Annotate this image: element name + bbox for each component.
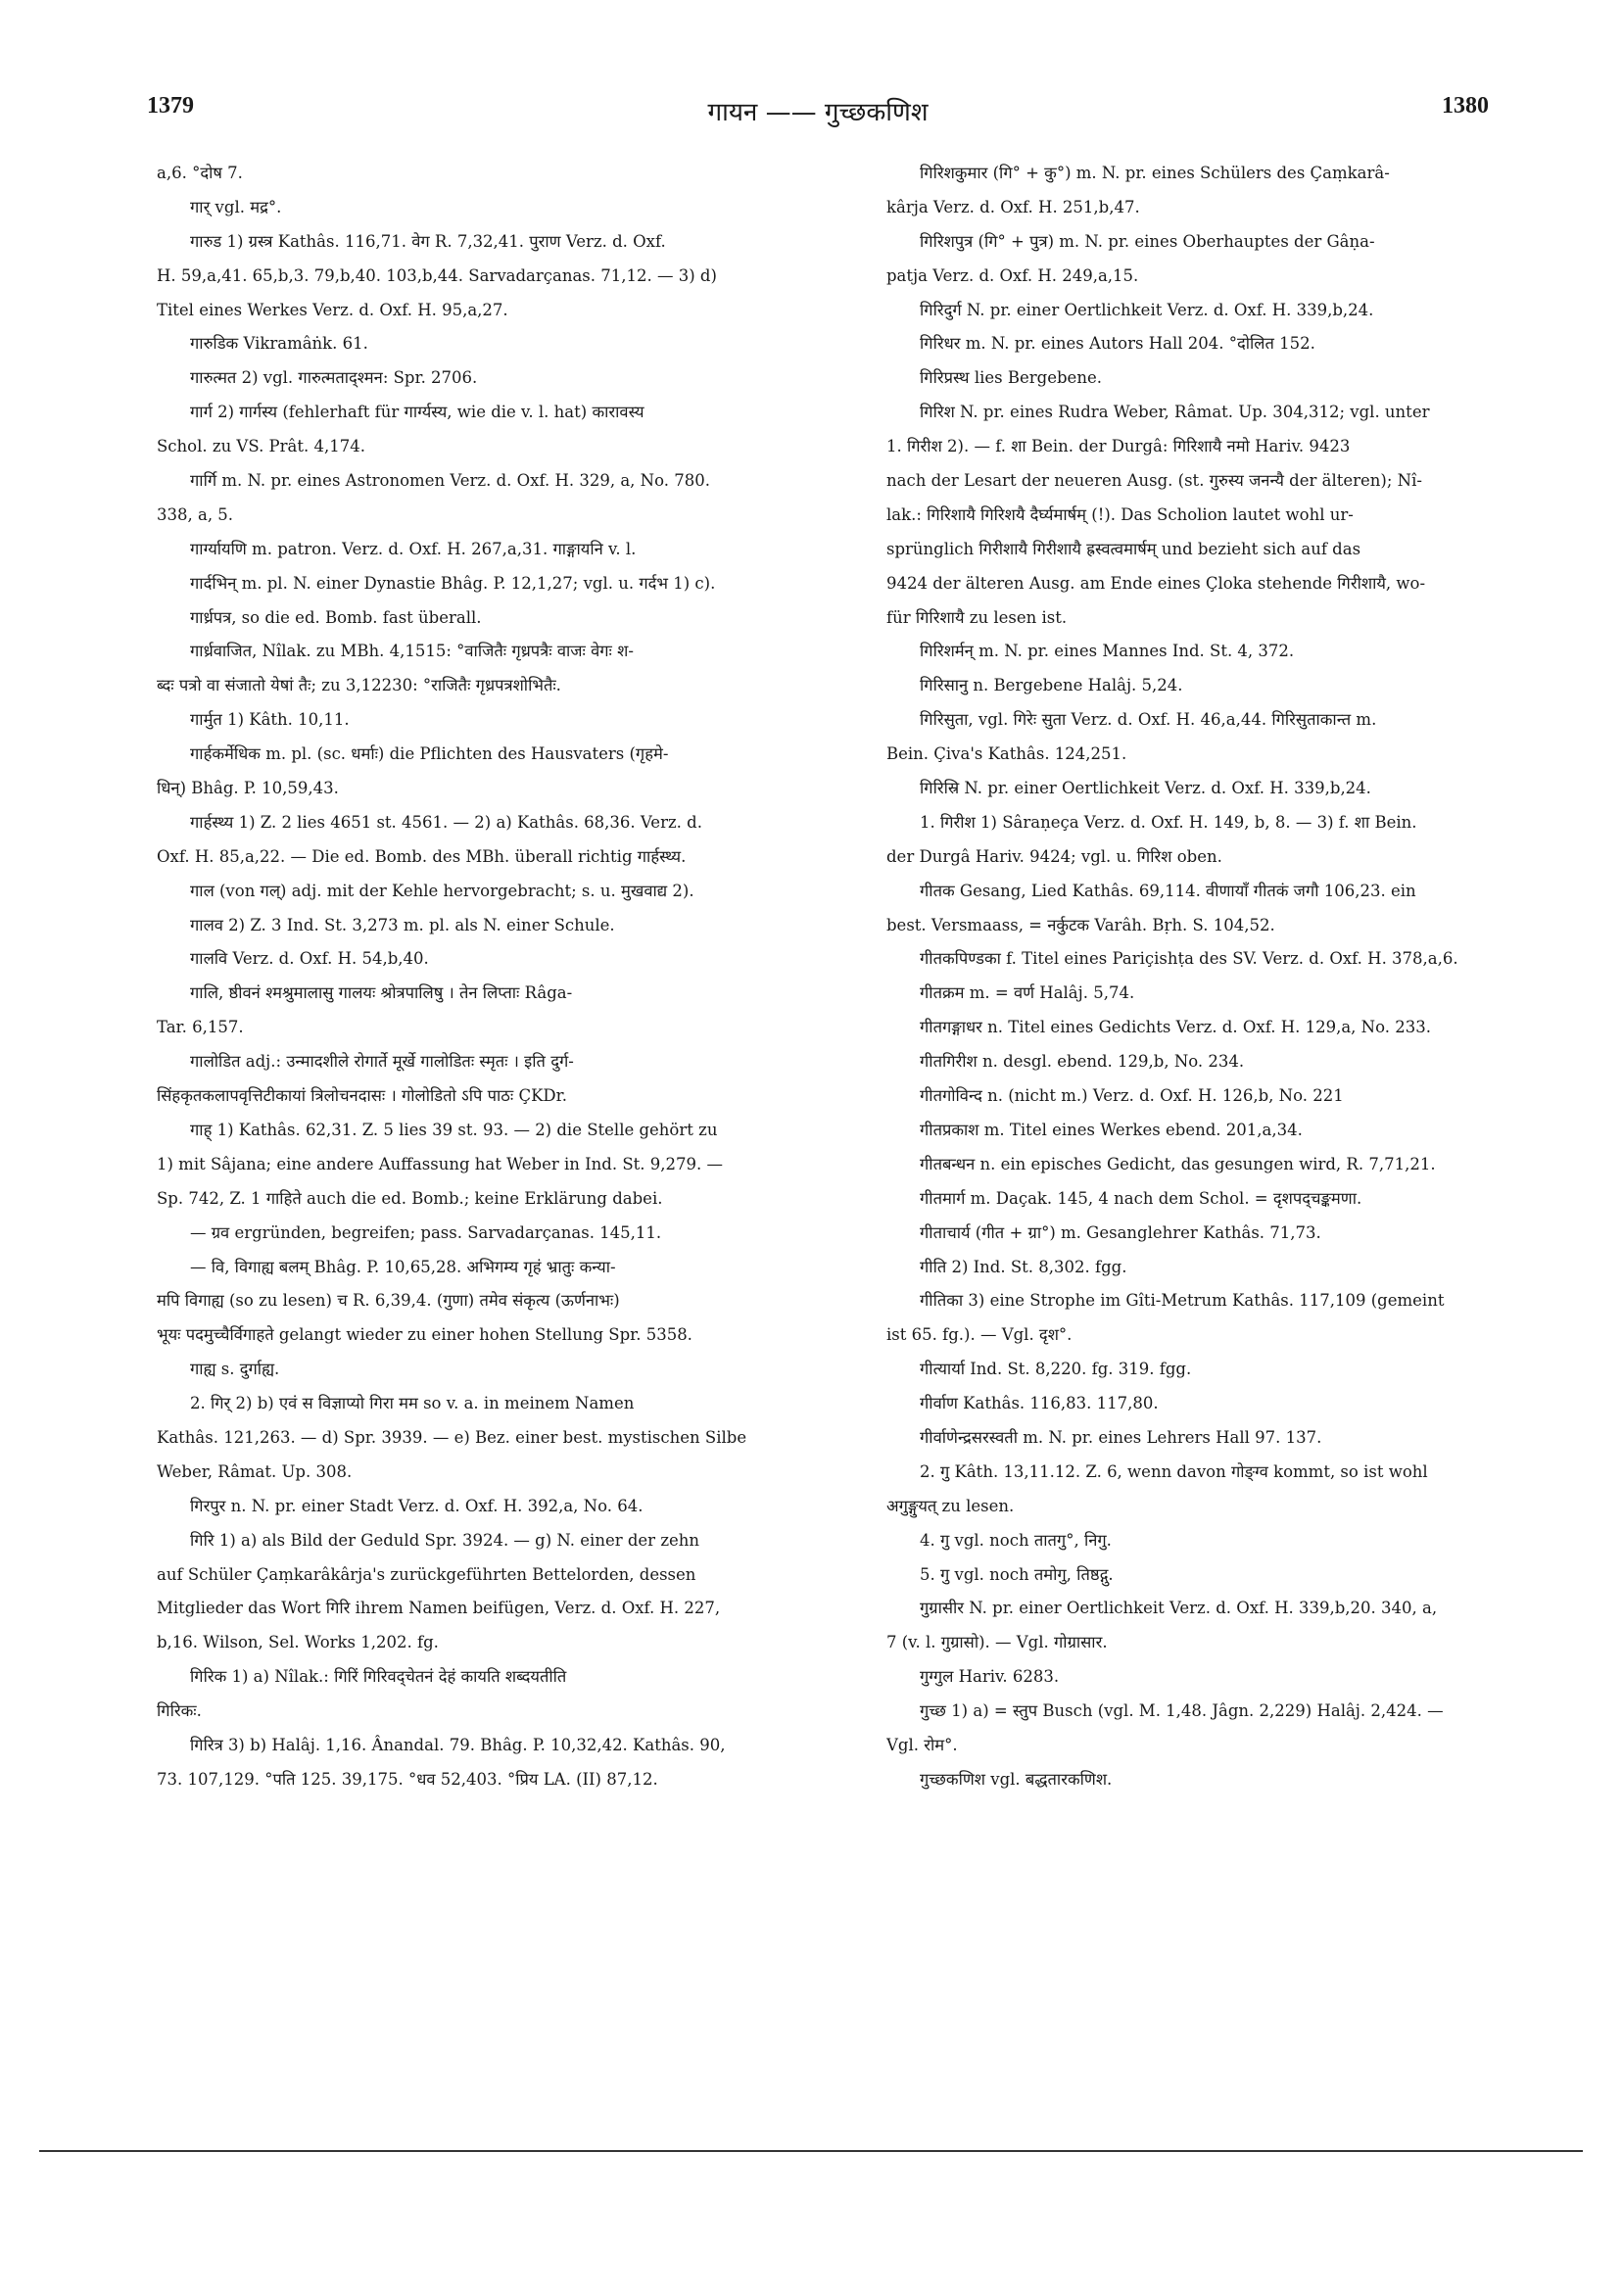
text-line: गुग्रासीर N. pr. einer Oertlichkeit Verz. d. Oxf. H. 339,b,20. 340, a, [920, 1599, 1438, 1618]
text-line: गुच्छकणिश vgl. बद्धतारकणिश. [920, 1769, 1113, 1789]
text-line: auf Schüler Çaṃkarâkârja's zurückgeführten Bettelorden, dessen [157, 1564, 696, 1584]
text-line: गाल (von गल्) adj. mit der Kehle hervorgebracht; s. u. मुखवाद्य 2). [190, 881, 694, 900]
text-line: गीतक Gesang, Lied Kathâs. 69,114. वीणायाँ गीतकं जगौ 106,23. ein [920, 881, 1416, 900]
text-line: गार्हस्थ्य 1) Z. 2 lies 4651 st. 4561. — 2) a) Kathâs. 68,36. Verz. d. [190, 812, 702, 832]
text-line: 5. गु vgl. noch तमोगु, तिष्ठद्गु. [920, 1564, 1114, 1584]
text-line: गीतक्रम m. = वर्ण Halâj. 5,74. [920, 983, 1135, 1003]
text-line: अगुङ्गुयत् zu lesen. [886, 1496, 1015, 1515]
text-line: गिरित्र 3) b) Halâj. 1,16. Ânandal. 79. Bhâg. P. 10,32,42. Kathâs. 90, [190, 1735, 726, 1754]
text-line: best. Versmaass, = नर्कुटक Varâh. Bṛh. S. 104,52. [886, 915, 1275, 934]
text-line: b,16. Wilson, Sel. Works 1,202. fg. [157, 1633, 439, 1652]
text-line: 2. गिर् 2) b) एवं स विज्ञाप्यो गिरा मम so v. a. in meinem Namen [190, 1394, 635, 1413]
text-line: für गिरिशायै zu lesen ist. [886, 607, 1068, 627]
text-line: patja Verz. d. Oxf. H. 249,a,15. [886, 265, 1139, 285]
text-line: गिरिप्रस्थ lies Bergebene. [920, 368, 1102, 388]
text-line: 9424 der älteren Ausg. am Ende eines Çloka stehende गिरीशायै, wo- [886, 573, 1426, 593]
footer-rule [39, 2150, 1583, 2152]
text-line: गार्ग 2) गार्गस्य (fehlerhaft für गार्ग्यस्य, wie die v. l. hat) कारावस्य [190, 403, 644, 422]
text-line: Tar. 6,157. [157, 1018, 244, 1037]
text-line: गार् vgl. मद्र°. [190, 197, 282, 216]
text-line: गार्हकर्मेधिक m. pl. (sc. धर्माः) die Pflichten des Hausvaters (गृहमे- [190, 744, 669, 764]
text-line: der Durgâ Hariv. 9424; vgl. u. गिरिश oben. [886, 846, 1222, 866]
text-line: Sp. 742, Z. 1 गाहिते auch die ed. Bomb.; keine Erklärung dabei. [157, 1188, 663, 1208]
text-line: गिरपुर n. N. pr. einer Stadt Verz. d. Oxf. H. 392,a, No. 64. [190, 1496, 644, 1515]
text-line: गालि, ष्ठीवनं श्मश्रुमालासु गालयः श्रोत्रपालिषु । तेन लिप्ताः Râga- [190, 983, 573, 1003]
text-line: kârja Verz. d. Oxf. H. 251,b,47. [886, 197, 1140, 216]
text-line: गीतगोविन्द n. (nicht m.) Verz. d. Oxf. H. 126,b, No. 221 [920, 1086, 1344, 1106]
text-line: गिरि 1) a) als Bild der Geduld Spr. 3924. — g) N. einer der zehn [190, 1530, 700, 1550]
text-line: 1. गिरीश 1) Sâraṇeça Verz. d. Oxf. H. 149, b, 8. — 3) f. शा Bein. [920, 812, 1417, 832]
running-title: गायन —— गुच्छकणिश [707, 98, 929, 127]
text-line: Schol. zu VS. Prât. 4,174. [157, 437, 365, 456]
text-line: गीतबन्धन n. ein episches Gedicht, das gesungen wird, R. 7,71,21. [920, 1154, 1436, 1173]
text-line: गीतिका 3) eine Strophe im Gîti-Metrum Kathâs. 117,109 (gemeint [920, 1291, 1445, 1311]
text-line: 1. गिरीश 2). — f. शा Bein. der Durgâ: गिरिशायै नमो Hariv. 9423 [886, 437, 1351, 456]
text-line: गारुत्मत 2) vgl. गारुत्मताद्श्मन: Spr. 2706. [190, 368, 478, 388]
text-line: गालव 2) Z. 3 Ind. St. 3,273 m. pl. als N. einer Schule. [190, 915, 615, 934]
text-line: 73. 107,129. °पति 125. 39,175. °धव 52,403. °प्रिय LA. (II) 87,12. [157, 1769, 658, 1789]
text-line: गिरिधर m. N. pr. eines Autors Hall 204. °दोलित 152. [920, 334, 1315, 354]
text-line: Vgl. रोम°. [886, 1735, 958, 1754]
text-line: sprünglich गिरीशायै गिरीशायै ह्रस्वत्वमार्षम् und bezieht sich auf das [886, 539, 1361, 558]
text-line: Kathâs. 121,263. — d) Spr. 3939. — e) Bez. einer best. mystischen Silbe [157, 1427, 747, 1447]
text-line: गार्मुत 1) Kâth. 10,11. [190, 710, 350, 730]
text-line: गीति 2) Ind. St. 8,302. fgg. [920, 1257, 1127, 1276]
text-line: मपि विगाह्य (so zu lesen) च R. 6,39,4. (गुणा) तमेव संकृत्य (ऊर्णनाभः) [157, 1291, 620, 1311]
text-line: गार्ध्रवाजित, Nîlak. zu MBh. 4,1515: °वाजितैः गृध्रपत्रैः वाजः वेगः श- [190, 642, 634, 661]
text-line: ब्दः पत्रो वा संजातो येषां तैः; zu 3,12230: °राजितैः गृध्रपत्रशोभितैः. [157, 676, 561, 695]
right-column [886, 157, 1489, 1797]
page-number-right: 1380 [1442, 93, 1489, 119]
text-line: गारुडिक Vikramâṅk. 61. [190, 334, 368, 354]
text-line: Bein. Çiva's Kathâs. 124,251. [886, 744, 1127, 764]
text-line: गिरिस्रि N. pr. einer Oertlichkeit Verz. d. Oxf. H. 339,b,24. [920, 779, 1371, 798]
text-line: गीतमार्ग m. Daçak. 145, 4 nach dem Schol. = दृशपद्चङ्कमणा. [920, 1188, 1362, 1208]
text-line: 4. गु vgl. noch तातगु°, निगु. [920, 1530, 1112, 1550]
text-line: गारुड 1) ग्रस्त्र Kathâs. 116,71. वेग R. 7,32,41. पुराण Verz. d. Oxf. [190, 231, 666, 251]
left-column [157, 157, 823, 1797]
text-line: — ग्रव ergründen, begreifen; pass. Sarvadarçanas. 145,11. [190, 1222, 662, 1242]
text-line: गार्ध्रपत्र, so die ed. Bomb. fast überall. [190, 607, 482, 627]
text-line: — वि, विगाह्य बलम् Bhâg. P. 10,65,28. अभिगम्य गृहं भ्रातुः कन्या- [190, 1257, 616, 1276]
text-line: Weber, Râmat. Up. 308. [157, 1461, 353, 1481]
text-line: गीतगङ्गाधर n. Titel eines Gedichts Verz. d. Oxf. H. 129,a, No. 233. [920, 1018, 1431, 1037]
text-line: गार्ग्यायणि m. patron. Verz. d. Oxf. H. 267,a,31. गाङ्गायनि v. l. [190, 539, 637, 558]
text-line: Titel eines Werkes Verz. d. Oxf. H. 95,a,27. [157, 300, 508, 319]
text-line: a,6. °दोष 7. [157, 164, 243, 182]
text-line: गार्गि m. N. pr. eines Astronomen Verz. d. Oxf. H. 329, a, No. 780. [190, 471, 710, 491]
text-line: 1) mit Sâjana; eine andere Auffassung hat Weber in Ind. St. 9,279. — [157, 1154, 723, 1173]
text-line: सिंहकृतकलापवृत्तिटीकायां त्रिलोचनदासः । गोलोडितो ऽपि पाठः ÇKDr. [157, 1086, 567, 1106]
text-line: lak.: गिरिशायै गिरिशयै दैर्घ्यमार्षम् (!). Das Scholion lautet wohl ur- [886, 504, 1354, 524]
text-line: 338, a, 5. [157, 504, 234, 524]
text-line: गालोडित adj.: उन्मादशीले रोगार्ते मूर्खे गालोडितः स्मृतः । इति दुर्ग- [190, 1052, 574, 1072]
text-line: 7 (v. l. गुग्रासो). — Vgl. गोग्रासार. [886, 1633, 1108, 1652]
text-line: गिरिशर्मन् m. N. pr. eines Mannes Ind. St. 4, 372. [920, 642, 1295, 661]
page-number-left: 1379 [147, 93, 194, 119]
text-line: गार्दभिन् m. pl. N. einer Dynastie Bhâg. P. 12,1,27; vgl. u. गर्दभ 1) c). [190, 573, 716, 593]
text-line: गालवि Verz. d. Oxf. H. 54,b,40. [190, 949, 429, 969]
text-line: गीताचार्य (गीत + ग्रा°) m. Gesanglehrer Kathâs. 71,73. [920, 1222, 1321, 1242]
text-line: गीतगिरीश n. desgl. ebend. 129,b, No. 234. [920, 1052, 1245, 1072]
page-header [147, 93, 1489, 132]
text-line: nach der Lesart der neueren Ausg. (st. गुरुस्य जनन्यै der älteren); Nî- [886, 471, 1422, 491]
text-line: गीत्यार्या Ind. St. 8,220. fg. 319. fgg. [920, 1360, 1192, 1379]
text-line: भूयः पदमुच्चैर्विगाहते gelangt wieder zu einer hohen Stellung Spr. 5358. [157, 1325, 692, 1345]
text-line: गिरिसुता, vgl. गिरेः सुता Verz. d. Oxf. H. 46,a,44. गिरिसुताकान्त m. [920, 710, 1377, 730]
text-line: गुग्गुल Hariv. 6283. [920, 1667, 1060, 1687]
text-line: गिरिदुर्ग N. pr. einer Oertlichkeit Verz. d. Oxf. H. 339,b,24. [920, 300, 1374, 319]
text-line: गीतप्रकाश m. Titel eines Werkes ebend. 201,a,34. [920, 1120, 1303, 1139]
text-line: गिरिकः. [157, 1701, 202, 1721]
text-line: गीर्वाण Kathâs. 116,83. 117,80. [920, 1394, 1159, 1413]
text-line: गिरिश N. pr. eines Rudra Weber, Râmat. Up. 304,312; vgl. unter [920, 403, 1430, 422]
text-line: 2. गु Kâth. 13,11.12. Z. 6, wenn davon गोङ्ग्व kommt, so ist wohl [920, 1461, 1428, 1481]
text-line: गिरिशकुमार (गि° + कु°) m. N. pr. eines Schülers des Çaṃkarâ- [920, 164, 1390, 182]
text-line: गिरिशपुत्र (गि° + पुत्र) m. N. pr. eines Oberhauptes der Gâṇa- [920, 231, 1375, 251]
text-line: H. 59,a,41. 65,b,3. 79,b,40. 103,b,44. Sarvadarçanas. 71,12. — 3) d) [157, 265, 717, 285]
text-line: Mitglieder das Wort गिरि ihrem Namen beifügen, Verz. d. Oxf. H. 227, [157, 1599, 721, 1618]
text-line: गिरिसानु n. Bergebene Halâj. 5,24. [920, 676, 1183, 695]
text-line: गीतकपिण्डका f. Titel eines Pariçishṭa des SV. Verz. d. Oxf. H. 378,a,6. [920, 949, 1458, 969]
text-line: गीर्वाणेन्द्रसरस्वती m. N. pr. eines Lehrers Hall 97. 137. [920, 1427, 1322, 1447]
text-line: गाह्य s. दुर्गाह्य. [190, 1360, 280, 1379]
text-line: गुच्छ 1) a) = स्तुप Busch (vgl. M. 1,48. Jâgn. 2,229) Halâj. 2,424. — [920, 1701, 1444, 1721]
text-line: धिन्) Bhâg. P. 10,59,43. [157, 779, 339, 798]
text-line: Oxf. H. 85,a,22. — Die ed. Bomb. des MBh. überall richtig गार्हस्थ्य. [157, 846, 687, 866]
text-line: ist 65. fg.). — Vgl. दृश°. [886, 1325, 1073, 1345]
text-line: गिरिक 1) a) Nîlak.: गिरिं गिरिवद्चेतनं देहं कायति शब्दयतीति [190, 1667, 567, 1687]
text-line: गाह् 1) Kathâs. 62,31. Z. 5 lies 39 st. 93. — 2) die Stelle gehört zu [190, 1120, 718, 1139]
